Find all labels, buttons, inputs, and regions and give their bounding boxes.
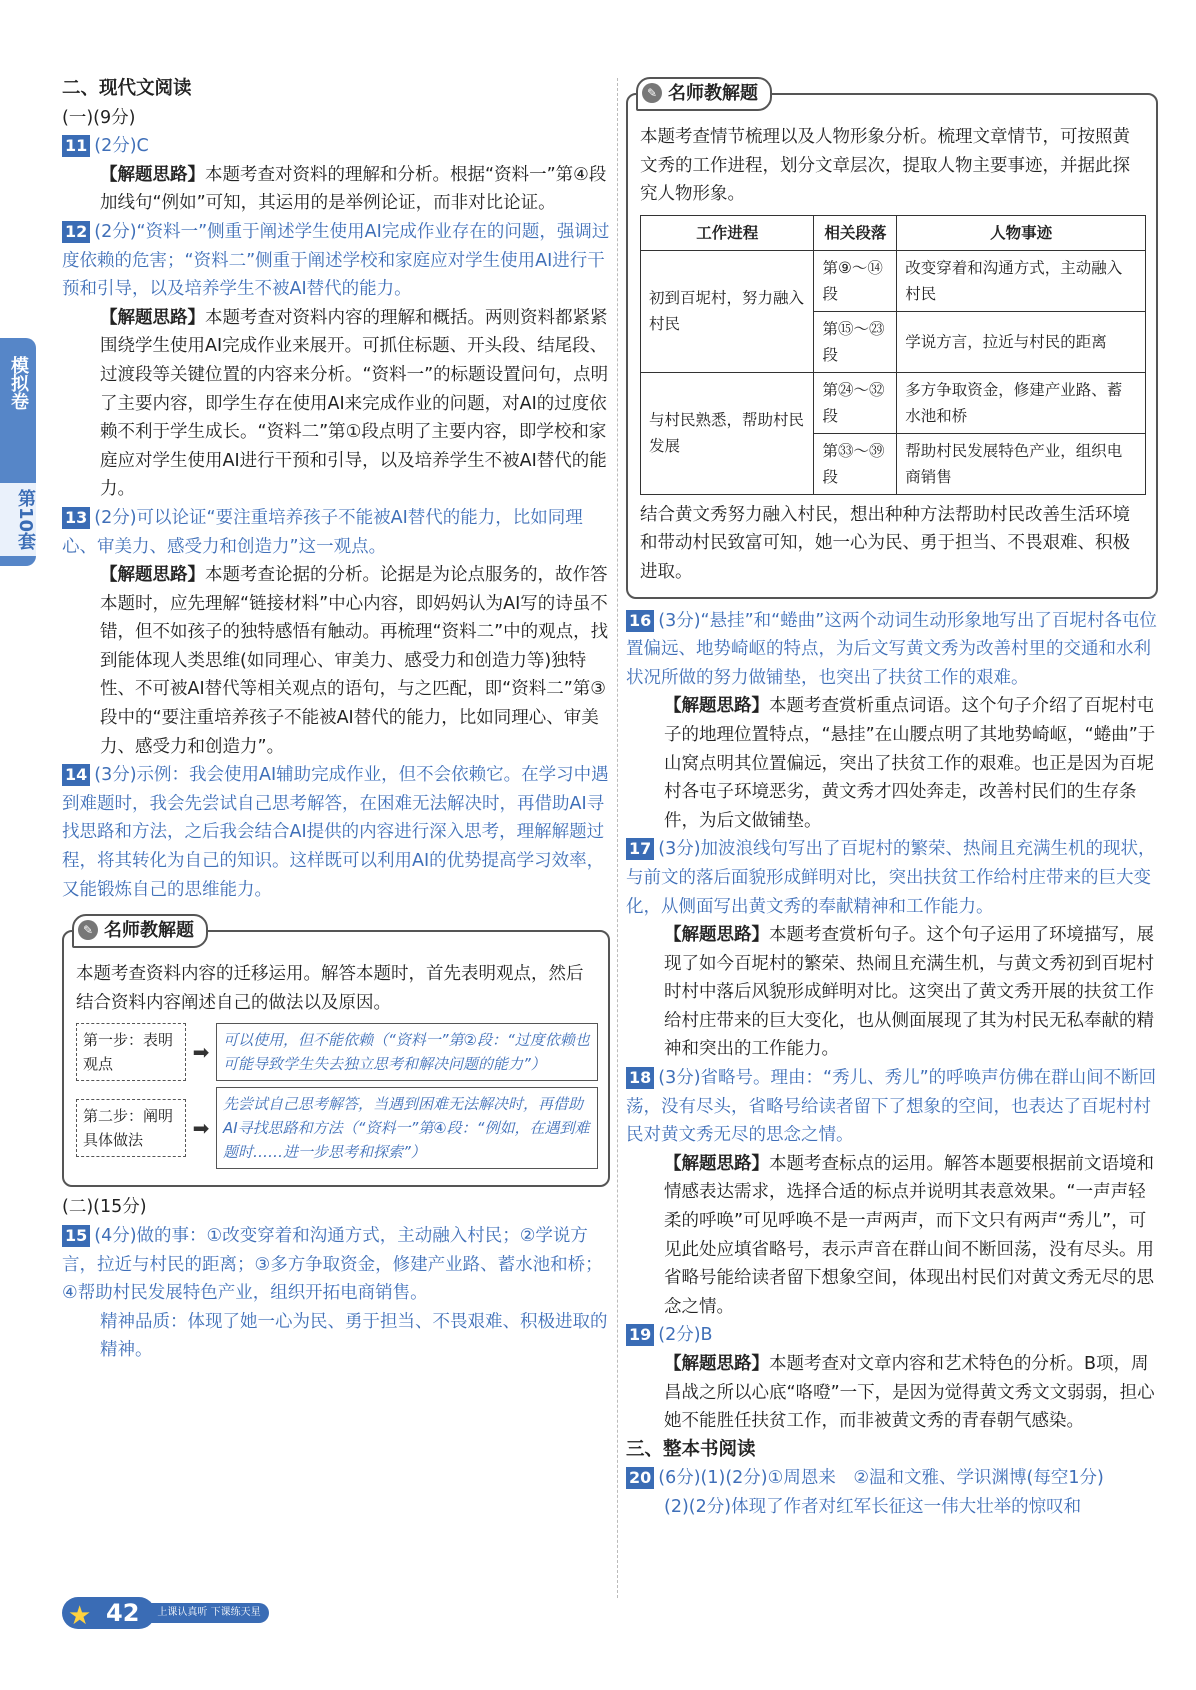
plot-table (640, 215, 1146, 495)
answer: (3分)省略号。理由：“秀儿、秀儿”的呼唤声仿佛在群山间不断回荡，没有尽头，省略号给读者留下了想象的空间，也表达了百坭村村民对黄文秀无尽的思念之情。 (626, 1068, 1157, 1146)
stage-cell: 初到百坭村，努力融入村民 (641, 250, 814, 372)
side-tab-set: 第10套 (0, 483, 36, 556)
question-number: 15 (62, 1225, 90, 1247)
page-footer (62, 1590, 269, 1636)
question-15 (62, 1222, 610, 1365)
header-cell: 相关段落 (814, 215, 897, 250)
part-heading: (二)(15分) (62, 1197, 147, 1218)
arrow-right-icon: ➡ (192, 1040, 210, 1065)
question-number: 11 (62, 135, 90, 157)
step-1 (76, 1023, 598, 1081)
tip-label: 【解题思路】 (100, 565, 205, 586)
question-number: 19 (626, 1324, 654, 1346)
deed-cell: 学说方言，拉近与村民的距离 (897, 311, 1146, 372)
part-heading: (一)(9分) (62, 107, 136, 128)
column-divider (617, 78, 618, 1598)
para-cell: 第㉔～㉜段 (814, 372, 897, 433)
star-icon: ★ (68, 1601, 92, 1631)
tip-text: 本题考查对文章内容和艺术特色的分析。B项，周昌战之所以心底“咯噔”一下，是因为觉得黄文秀文文弱弱，担心她不能胜任扶贫工作，而非被黄文秀的青春朝气感染。 (664, 1354, 1155, 1432)
answer: (3分)加波浪线句写出了百坭村的繁荣、热闹且充满生机的现状，与前文的落后面貌形成鲜明对比，突出扶贫工作给村庄带来的巨大变化，从侧面写出黄文秀的奉献精神和工作能力。 (626, 839, 1156, 917)
answer: (3分)示例：我会使用AI辅助完成作业，但不会依赖它。在学习中遇到难题时，我会先尝试自己思考解答，在困难无法解决时，再借助AI寻找思路和方法，之后我会结合AI提供的内容进行深入思考，理解解题过程，将其转化为自己的知识。这样既可以利用AI的优势提高学习效率，又能锻炼自己的思维能力。 (62, 765, 609, 900)
answer: (2分)B (658, 1325, 713, 1346)
header-cell: 人物事迹 (897, 215, 1146, 250)
box-intro: 本题考查资料内容的迁移运用。解答本题时，首先表明观点，然后结合资料内容阐述自己的做法以及原因。 (76, 964, 584, 1013)
box-title: ✎ 名师教解题 (636, 77, 772, 111)
table-row (641, 250, 1146, 311)
step-2 (76, 1087, 598, 1169)
answer: (2分)可以论证“要注重培养孩子不能被AI替代的能力，比如同理心、审美力、感受力和创造力”这一观点。 (62, 507, 583, 557)
question-13 (62, 504, 610, 761)
para-cell: 第⑮～㉓段 (814, 311, 897, 372)
tip-label: 【解题思路】 (664, 696, 769, 717)
question-20 (626, 1464, 1158, 1521)
side-tab-label: 模拟卷 (8, 356, 29, 410)
teacher-icon: ✎ (78, 920, 98, 940)
question-12 (62, 218, 610, 504)
tip-text: 本题考查对资料内容的理解和概括。两则资料都紧紧围绕学生使用AI完成作业来展开。可抓住标题、开头段、结尾段、过渡段等关键位置的内容来分析。“资料一”的标题设置问句，点明了主要内容，即学生存在使用AI来完成作业的问题，对AI的过度依赖不利于学生成长。“资料二”第①段点明了主要内容，即学校和家庭应对学生使用AI进行干预和引导，以及培养学生不被AI替代的能力。 (100, 307, 609, 500)
footer-slogan: 上课认真听 下课练天星 (149, 1603, 268, 1623)
tip-text: 本题考查赏析句子。这个句子运用了环境描写，展现了如今百坭村的繁荣、热闹且充满生机，与黄文秀初到百坭村时村中落后风貌形成鲜明对比。这突出了黄文秀开展的扶贫工作给村庄带来的巨大变化，也从侧面展现了其为村民无私奉献的精神和突出的工作能力。 (664, 925, 1154, 1060)
step-label: 第一步：表明观点 (76, 1023, 186, 1081)
deed-cell: 帮助村民发展特色产业，组织电商销售 (897, 433, 1146, 494)
arrow-right-icon: ➡ (192, 1116, 210, 1141)
header-cell: 工作进程 (641, 215, 814, 250)
tip-label: 【解题思路】 (100, 164, 205, 185)
right-column (626, 75, 1158, 1522)
left-column (62, 75, 610, 1365)
tip-label: 【解题思路】 (664, 1354, 769, 1374)
step-text: 可以使用，但不能依赖（“资料一”第②段：“过度依赖也可能导致学生失去独立思考和解决问题的能力”） (216, 1023, 598, 1081)
question-number: 13 (62, 507, 90, 529)
section-heading: 三、整本书阅读 (626, 1438, 756, 1460)
deed-cell: 改变穿着和沟通方式，主动融入村民 (897, 250, 1146, 311)
teacher-tip-box (626, 83, 1158, 599)
quality-text: 精神品质：体现了她一心为民、勇于担当、不畏艰难、积极进取的精神。 (100, 1311, 608, 1361)
question-11 (62, 132, 610, 218)
answer: (3分)“悬挂”和“蜷曲”这两个动词生动形象地写出了百坭村各屯位置偏远、地势崎岖的特点，为后文写黄文秀为改善村里的交通和水利状况所做的努力做铺垫，也突出了扶贫工作的艰难。 (626, 610, 1157, 688)
question-number: 12 (62, 221, 90, 243)
step-text: 先尝试自己思考解答，当遇到困难无法解决时，再借助AI寻找思路和方法（“资料一”第④段：“例如，在遇到难题时……进一步思考和探索”） (216, 1087, 598, 1169)
table-row (641, 372, 1146, 433)
tip-label: 【解题思路】 (100, 307, 205, 328)
tip-text: 本题考查标点的运用。解答本题要根据前文语境和情感表达需求，选择合适的标点并说明其表意效果。“一声声轻柔的呼唤”可见呼唤不是一声两声，而下文只有两声“秀儿”，可见此处应填省略号，表示声音在群山间不断回荡，没有尽头。用省略号能给读者留下想象空间，体现出村民们对黄文秀无尽的思念之情。 (664, 1153, 1154, 1317)
step-label: 第二步：阐明具体做法 (76, 1099, 186, 1157)
section-heading: 二、现代文阅读 (62, 78, 192, 99)
teacher-icon: ✎ (642, 83, 662, 103)
box-intro: 本题考查情节梳理以及人物形象分析。梳理文章情节，可按照黄文秀的工作进程，划分文章层次，提取人物主要事迹，并据此探究人物形象。 (640, 127, 1130, 205)
box-title: ✎ 名师教解题 (72, 914, 208, 948)
para-cell: 第㉝～㊴段 (814, 433, 897, 494)
tip-text: 本题考查对资料的理解和分析。根据“资料一”第④段加线句“例如”可知，其运用的是举例论证，而非对比论证。 (100, 164, 607, 214)
side-tab (0, 338, 36, 566)
answer: (2分)“资料一”侧重于阐述学生使用AI完成作业存在的问题，强调过度依赖的危害；“资料二”侧重于阐述学校和家庭应对学生使用AI进行干预和引导，以及培养学生不被AI替代的能力。 (62, 221, 610, 300)
question-number: 20 (626, 1467, 654, 1489)
page-number-badge (62, 1597, 155, 1629)
question-number: 17 (626, 838, 654, 860)
question-number: 18 (626, 1067, 654, 1089)
tip-label: 【解题思路】 (664, 925, 769, 946)
question-16 (626, 607, 1158, 836)
answer: (4分)做的事：①改变穿着和沟通方式，主动融入村民；②学说方言，拉近与村民的距离；③多方争取资金，修建产业路、蓄水池和桥；④帮助村民发展特色产业，组织开拓电商销售。 (62, 1226, 603, 1304)
deed-cell: 多方争取资金，修建产业路、蓄水池和桥 (897, 372, 1146, 433)
page-number: 42 (106, 1599, 140, 1627)
tip-label: 【解题思路】 (664, 1153, 769, 1174)
answer: (6分)(1)(2分)①周恩来 ②温和文雅、学识渊博(每空1分) (658, 1468, 1104, 1489)
teacher-tip-box (62, 920, 610, 1187)
question-number: 16 (626, 610, 654, 632)
table-header (641, 215, 1146, 250)
question-14 (62, 761, 610, 904)
answer-part-2: (2)(2分)体现了作者对红军长征这一伟大壮举的惊叹和 (664, 1496, 1082, 1517)
question-19 (626, 1321, 1158, 1435)
question-number: 14 (62, 764, 90, 786)
box-summary: 结合黄文秀努力融入村民，想出种种方法帮助村民改善生活环境和带动村民致富可知，她一心为民、勇于担当、不畏艰难、积极进取。 (640, 504, 1130, 582)
answer: (2分)C (94, 136, 149, 157)
tip-text: 本题考查赏析重点词语。这个句子介绍了百坭村屯子的地理位置特点，“悬挂”在山腰点明了其地势崎岖，“蜷曲”于山窝点明其位置偏远，突出了扶贫工作的艰难。也正是因为百坭村各屯子环境恶劣，黄文秀才四处奔走，改善村民们的生存条件，为后文做铺垫。 (664, 696, 1156, 831)
stage-cell: 与村民熟悉，帮助村民发展 (641, 372, 814, 494)
tip-text: 本题考查论据的分析。论据是为论点服务的，故作答本题时，应先理解“链接材料”中心内容，即妈妈认为AI写的诗虽不错，但不如孩子的独特感悟有触动。再梳理“资料二”中的观点，找到能体现人类思维(如同理心、审美力、感受力和创造力等)独特性、不可被AI替代等相关观点的语句，与之匹配，即“资料二”第③段中的“要注重培养孩子不能被AI替代的能力，比如同理心、审美力、感受力和创造力”。 (100, 565, 609, 757)
question-17 (626, 835, 1158, 1064)
para-cell: 第⑨～⑭段 (814, 250, 897, 311)
question-18 (626, 1064, 1158, 1321)
